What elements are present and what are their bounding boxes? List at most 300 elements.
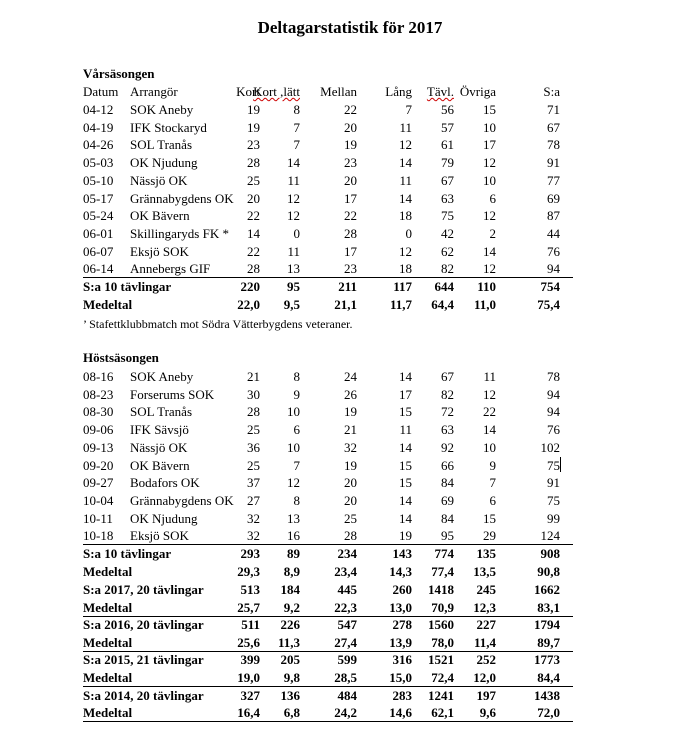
summary-label: Medeltal bbox=[83, 297, 133, 312]
cell-arrangor: Grännabygdens OK bbox=[130, 190, 234, 206]
cell-summa: 75 bbox=[547, 457, 560, 473]
autumn-sum-row bbox=[83, 545, 573, 562]
year-avg-row bbox=[83, 669, 573, 687]
cell-lang: 11 bbox=[399, 422, 412, 438]
summary-kort: 25,6 bbox=[237, 634, 260, 650]
cell-lang: 15 bbox=[399, 457, 412, 473]
summary-label: S:a 2017, 20 tävlingar bbox=[83, 582, 204, 597]
table-row bbox=[83, 154, 573, 171]
cell-ovriga: 29 bbox=[483, 528, 496, 544]
cell-tavl: 84 bbox=[441, 510, 454, 526]
summary-lang: 13,9 bbox=[389, 634, 412, 650]
cell-lang: 14 bbox=[399, 369, 412, 384]
spring-column-headers bbox=[83, 83, 573, 100]
cell-arrangor: SOK Aneby bbox=[130, 369, 194, 384]
table-row bbox=[83, 439, 573, 456]
cell-lang: 0 bbox=[405, 225, 412, 241]
summary-kort-latt: 226 bbox=[280, 617, 300, 633]
cell-mellan: 17 bbox=[344, 190, 357, 206]
cell-kort-latt: 0 bbox=[293, 225, 300, 241]
cell-tavl: 42 bbox=[441, 225, 454, 241]
cell-ovriga: 2 bbox=[489, 225, 496, 241]
cell-ovriga: 12 bbox=[483, 208, 496, 224]
table-row bbox=[83, 207, 573, 224]
cell-lang: 14 bbox=[399, 190, 412, 206]
cell-tavl: 63 bbox=[441, 190, 454, 206]
cell-ovriga: 17 bbox=[483, 137, 496, 153]
cell-mellan: 19 bbox=[344, 404, 357, 420]
summary-mellan: 21,1 bbox=[334, 297, 357, 312]
summary-label: S:a 10 tävlingar bbox=[83, 279, 172, 294]
summary-tavl: 1418 bbox=[428, 582, 454, 597]
summary-kort: 19,0 bbox=[237, 670, 260, 685]
summary-tavl: 70,9 bbox=[431, 599, 454, 615]
cell-arrangor: OK Bävern bbox=[130, 208, 190, 224]
cell-kort-latt: 6 bbox=[293, 422, 300, 438]
cell-lang: 14 bbox=[399, 510, 412, 526]
cell-tavl: 57 bbox=[441, 119, 454, 135]
summary-label: S:a 2015, 21 tävlingar bbox=[83, 652, 204, 668]
summary-summa: 908 bbox=[540, 546, 560, 561]
cell-kort-latt: 12 bbox=[287, 190, 300, 206]
cell-tavl: 84 bbox=[441, 475, 454, 491]
cell-lang: 7 bbox=[405, 102, 412, 117]
cell-summa: 78 bbox=[547, 369, 560, 384]
header-lang: Lång bbox=[385, 84, 412, 99]
cell-summa: 71 bbox=[547, 102, 560, 117]
cell-kort: 21 bbox=[247, 369, 260, 384]
summary-ovriga: 135 bbox=[476, 546, 496, 561]
cell-kort-latt: 12 bbox=[287, 475, 300, 491]
summary-tavl: 72,4 bbox=[431, 670, 454, 685]
summary-mellan: 445 bbox=[337, 582, 357, 597]
cell-datum: 05-10 bbox=[83, 172, 114, 188]
summary-summa: 83,1 bbox=[537, 599, 560, 615]
summary-mellan: 211 bbox=[338, 279, 357, 294]
autumn-avg-row bbox=[83, 563, 573, 580]
cell-tavl: 72 bbox=[441, 404, 454, 420]
cell-kort-latt: 13 bbox=[287, 261, 300, 277]
cell-datum: 05-03 bbox=[83, 155, 114, 171]
cell-arrangor: IFK Sävsjö bbox=[130, 422, 189, 438]
table-row bbox=[83, 474, 573, 491]
table-row bbox=[83, 172, 573, 189]
cell-kort: 28 bbox=[247, 404, 260, 420]
year-sum-row bbox=[83, 687, 573, 704]
summary-lang: 14,6 bbox=[389, 705, 412, 721]
cell-kort-latt: 16 bbox=[287, 528, 300, 544]
summary-mellan: 484 bbox=[337, 687, 357, 703]
summary-mellan: 599 bbox=[337, 652, 357, 668]
header-summa: S:a bbox=[543, 84, 560, 99]
cell-summa: 102 bbox=[540, 439, 560, 455]
cell-datum: 04-12 bbox=[83, 102, 114, 117]
cell-datum: 10-04 bbox=[83, 492, 114, 508]
cell-tavl: 92 bbox=[441, 439, 454, 455]
cell-tavl: 62 bbox=[441, 243, 454, 259]
summary-ovriga: 197 bbox=[476, 687, 496, 703]
table-row bbox=[83, 403, 573, 420]
cell-summa: 94 bbox=[547, 404, 560, 420]
summary-tavl: 644 bbox=[434, 279, 454, 294]
summary-ovriga: 227 bbox=[476, 617, 496, 633]
cell-ovriga: 15 bbox=[483, 102, 496, 117]
cell-ovriga: 14 bbox=[483, 243, 496, 259]
cell-datum: 09-20 bbox=[83, 457, 114, 473]
cell-datum: 05-24 bbox=[83, 208, 114, 224]
cell-mellan: 20 bbox=[344, 172, 357, 188]
summary-lang: 316 bbox=[392, 652, 412, 668]
cell-tavl: 95 bbox=[441, 528, 454, 544]
summary-summa: 1773 bbox=[534, 652, 560, 668]
header-arrangor: Arrangör bbox=[130, 84, 178, 99]
summary-label: Medeltal bbox=[83, 670, 133, 685]
cell-kort-latt: 12 bbox=[287, 208, 300, 224]
cell-kort: 19 bbox=[247, 102, 260, 117]
summary-tavl: 1241 bbox=[428, 687, 454, 703]
cell-ovriga: 7 bbox=[489, 475, 496, 491]
cell-mellan: 32 bbox=[344, 439, 357, 455]
cell-arrangor: Grännabygdens OK bbox=[130, 492, 234, 508]
cell-kort: 27 bbox=[247, 492, 260, 508]
year-avg-row bbox=[83, 634, 573, 652]
cell-arrangor: Forserums SOK bbox=[130, 386, 215, 402]
summary-lang: 13,0 bbox=[389, 599, 412, 615]
summary-ovriga: 245 bbox=[476, 582, 496, 597]
summary-kort: 25,7 bbox=[237, 599, 260, 615]
year-sum-row bbox=[83, 616, 573, 633]
cell-ovriga: 6 bbox=[489, 492, 496, 508]
cell-lang: 11 bbox=[399, 172, 412, 188]
cell-arrangor: Eksjö SOK bbox=[130, 243, 189, 259]
summary-label: S:a 2014, 20 tävlingar bbox=[83, 687, 204, 703]
cell-kort-latt: 13 bbox=[287, 510, 300, 526]
summary-ovriga: 12,3 bbox=[473, 599, 496, 615]
spring-sum-row bbox=[83, 278, 573, 295]
table-row bbox=[83, 421, 573, 438]
cell-tavl: 63 bbox=[441, 422, 454, 438]
table-row bbox=[83, 368, 573, 385]
cell-summa: 67 bbox=[547, 119, 560, 135]
summary-lang: 283 bbox=[392, 687, 412, 703]
summary-summa: 754 bbox=[540, 279, 560, 294]
cell-ovriga: 10 bbox=[483, 439, 496, 455]
cell-datum: 09-13 bbox=[83, 439, 114, 455]
summary-mellan: 547 bbox=[337, 617, 357, 633]
cell-ovriga: 9 bbox=[489, 457, 496, 473]
summary-lang: 117 bbox=[393, 279, 412, 294]
summary-ovriga: 110 bbox=[477, 279, 496, 294]
cell-kort: 22 bbox=[247, 208, 260, 224]
summary-tavl: 774 bbox=[434, 546, 454, 561]
cell-mellan: 22 bbox=[344, 208, 357, 224]
cell-mellan: 19 bbox=[344, 137, 357, 153]
cell-datum: 10-11 bbox=[83, 510, 113, 526]
summary-kort: 220 bbox=[240, 279, 260, 294]
summary-kort: 16,4 bbox=[237, 705, 260, 721]
summary-lang: 11,7 bbox=[389, 297, 412, 312]
cell-kort-latt: 7 bbox=[293, 119, 300, 135]
cell-lang: 15 bbox=[399, 475, 412, 491]
header-kort: Kort bbox=[236, 84, 260, 99]
cell-mellan: 20 bbox=[344, 492, 357, 508]
cell-arrangor: Annebergs GIF bbox=[130, 261, 211, 277]
cell-ovriga: 10 bbox=[483, 172, 496, 188]
cell-arrangor: OK Njudung bbox=[130, 155, 198, 171]
cell-summa: 94 bbox=[547, 261, 560, 277]
summary-kort-latt: 184 bbox=[280, 582, 300, 597]
cell-tavl: 67 bbox=[441, 172, 454, 188]
summary-mellan: 28,5 bbox=[334, 670, 357, 685]
footnote: ’ Stafettklubbmatch mot Södra Vätterbygdens veteraner. bbox=[83, 317, 353, 331]
cell-summa: 77 bbox=[547, 172, 560, 188]
summary-kort-latt: 205 bbox=[280, 652, 300, 668]
summary-kort-latt: 6,8 bbox=[283, 705, 300, 721]
cell-arrangor: IFK Stockaryd bbox=[130, 119, 207, 135]
cell-kort-latt: 7 bbox=[293, 137, 300, 153]
cell-datum: 08-16 bbox=[83, 369, 114, 384]
summary-lang: 278 bbox=[392, 617, 412, 633]
table-row bbox=[83, 243, 573, 260]
summary-ovriga: 11,0 bbox=[473, 297, 496, 312]
header-kort-latt: Kort ,lätt bbox=[253, 84, 300, 99]
cell-tavl: 69 bbox=[441, 492, 454, 508]
cell-arrangor: Eksjö SOK bbox=[130, 528, 189, 544]
cell-kort-latt: 14 bbox=[287, 155, 300, 171]
cell-datum: 05-17 bbox=[83, 190, 114, 206]
cell-arrangor: SOL Tranås bbox=[130, 404, 193, 420]
table-row bbox=[83, 527, 573, 545]
cell-kort-latt: 8 bbox=[293, 369, 300, 384]
cell-lang: 14 bbox=[399, 492, 412, 508]
year-avg-row bbox=[83, 704, 573, 722]
cell-mellan: 20 bbox=[344, 119, 357, 135]
cell-tavl: 67 bbox=[441, 369, 454, 384]
summary-kort-latt: 95 bbox=[287, 279, 300, 294]
summary-kort-latt: 9,2 bbox=[283, 599, 300, 615]
cell-tavl: 82 bbox=[441, 386, 454, 402]
summary-ovriga: 12,0 bbox=[473, 670, 496, 685]
cell-datum: 06-14 bbox=[83, 261, 114, 277]
cell-ovriga: 14 bbox=[483, 422, 496, 438]
summary-kort: 513 bbox=[240, 582, 260, 597]
cell-ovriga: 10 bbox=[483, 119, 496, 135]
cell-lang: 14 bbox=[399, 439, 412, 455]
cell-summa: 76 bbox=[547, 422, 560, 438]
table-row bbox=[83, 136, 573, 153]
table-row bbox=[83, 101, 573, 118]
cell-mellan: 17 bbox=[344, 243, 357, 259]
summary-kort-latt: 8,9 bbox=[283, 564, 300, 579]
cell-mellan: 22 bbox=[344, 102, 357, 117]
summary-tavl: 64,4 bbox=[431, 297, 454, 312]
summary-kort: 327 bbox=[240, 687, 260, 703]
summary-mellan: 24,2 bbox=[334, 705, 357, 721]
summary-summa: 84,4 bbox=[537, 670, 560, 685]
cell-lang: 17 bbox=[399, 386, 412, 402]
header-mellan: Mellan bbox=[320, 84, 357, 99]
summary-lang: 260 bbox=[392, 582, 412, 597]
cell-arrangor: OK Bävern bbox=[130, 457, 190, 473]
summary-summa: 1794 bbox=[534, 617, 560, 633]
cell-mellan: 20 bbox=[344, 475, 357, 491]
year-sum-row bbox=[83, 651, 573, 668]
table-row bbox=[83, 492, 573, 509]
cell-lang: 12 bbox=[399, 137, 412, 153]
cell-kort: 30 bbox=[247, 386, 260, 402]
cell-kort: 20 bbox=[247, 190, 260, 206]
cell-summa: 99 bbox=[547, 510, 560, 526]
spring-heading: Vårsäsongen bbox=[83, 66, 155, 81]
cell-ovriga: 22 bbox=[483, 404, 496, 420]
summary-tavl: 1521 bbox=[428, 652, 454, 668]
summary-mellan: 22,3 bbox=[334, 599, 357, 615]
cell-mellan: 26 bbox=[344, 386, 357, 402]
year-sum-row bbox=[83, 581, 573, 598]
summary-label: S:a 2016, 20 tävlingar bbox=[83, 617, 204, 633]
cell-summa: 124 bbox=[540, 528, 560, 544]
table-row bbox=[83, 225, 573, 242]
cell-summa: 44 bbox=[547, 225, 560, 241]
autumn-heading: Höstsäsongen bbox=[83, 350, 159, 365]
cell-arrangor: SOK Aneby bbox=[130, 102, 194, 117]
cell-tavl: 82 bbox=[441, 261, 454, 277]
cell-tavl: 56 bbox=[441, 102, 454, 117]
cell-arrangor: Skillingaryds FK * bbox=[130, 225, 229, 241]
text-cursor bbox=[560, 457, 561, 472]
cell-kort: 23 bbox=[247, 137, 260, 153]
cell-datum: 10-18 bbox=[83, 528, 114, 544]
cell-lang: 11 bbox=[399, 119, 412, 135]
cell-mellan: 28 bbox=[344, 528, 357, 544]
cell-kort: 25 bbox=[247, 457, 260, 473]
cell-kort: 14 bbox=[247, 225, 260, 241]
cell-kort: 22 bbox=[247, 243, 260, 259]
summary-lang: 143 bbox=[392, 546, 412, 561]
summary-label: Medeltal bbox=[83, 634, 133, 650]
summary-mellan: 234 bbox=[337, 546, 357, 561]
summary-kort-latt: 89 bbox=[287, 546, 300, 561]
summary-kort: 29,3 bbox=[237, 564, 260, 579]
summary-lang: 14,3 bbox=[389, 564, 412, 579]
summary-ovriga: 9,6 bbox=[479, 705, 496, 721]
cell-kort: 25 bbox=[247, 422, 260, 438]
cell-kort-latt: 10 bbox=[287, 439, 300, 455]
cell-tavl: 79 bbox=[441, 155, 454, 171]
cell-datum: 06-01 bbox=[83, 225, 114, 241]
cell-mellan: 23 bbox=[344, 155, 357, 171]
cell-mellan: 28 bbox=[344, 225, 357, 241]
cell-mellan: 24 bbox=[344, 369, 357, 384]
cell-kort-latt: 8 bbox=[293, 492, 300, 508]
cell-kort-latt: 7 bbox=[293, 457, 300, 473]
summary-tavl: 78,0 bbox=[431, 634, 454, 650]
summary-summa: 90,8 bbox=[537, 564, 560, 579]
cell-lang: 18 bbox=[399, 208, 412, 224]
cell-datum: 09-06 bbox=[83, 422, 114, 438]
summary-tavl: 1560 bbox=[428, 617, 454, 633]
cell-arrangor: SOL Tranås bbox=[130, 137, 193, 153]
cell-arrangor: Bodafors OK bbox=[130, 475, 200, 491]
table-row bbox=[83, 457, 573, 474]
cell-kort: 19 bbox=[247, 119, 260, 135]
summary-kort: 22,0 bbox=[237, 297, 260, 312]
cell-kort: 32 bbox=[247, 528, 260, 544]
summary-tavl: 62,1 bbox=[431, 705, 454, 721]
cell-tavl: 66 bbox=[441, 457, 454, 473]
table-row bbox=[83, 386, 573, 403]
table-row bbox=[83, 260, 573, 278]
cell-kort: 37 bbox=[247, 475, 260, 491]
cell-kort-latt: 10 bbox=[287, 404, 300, 420]
table-row bbox=[83, 190, 573, 207]
cell-tavl: 75 bbox=[441, 208, 454, 224]
cell-kort: 36 bbox=[247, 439, 260, 455]
summary-mellan: 23,4 bbox=[334, 564, 357, 579]
cell-summa: 78 bbox=[547, 137, 560, 153]
summary-kort: 293 bbox=[240, 546, 260, 561]
summary-kort: 399 bbox=[240, 652, 260, 668]
cell-ovriga: 11 bbox=[483, 369, 496, 384]
cell-kort-latt: 11 bbox=[287, 172, 300, 188]
cell-summa: 75 bbox=[547, 492, 560, 508]
cell-kort-latt: 8 bbox=[293, 102, 300, 117]
cell-arrangor: Nässjö OK bbox=[130, 172, 188, 188]
cell-summa: 87 bbox=[547, 208, 560, 224]
summary-label: S:a 10 tävlingar bbox=[83, 546, 172, 561]
cell-lang: 15 bbox=[399, 404, 412, 420]
summary-label: Medeltal bbox=[83, 599, 133, 615]
cell-lang: 19 bbox=[399, 528, 412, 544]
header-ovriga: Övriga bbox=[459, 84, 496, 99]
cell-mellan: 19 bbox=[344, 457, 357, 473]
table-row bbox=[83, 119, 573, 136]
cell-datum: 08-23 bbox=[83, 386, 114, 402]
year-avg-row bbox=[83, 599, 573, 617]
cell-kort: 25 bbox=[247, 172, 260, 188]
spring-avg-row bbox=[83, 296, 573, 313]
cell-lang: 18 bbox=[399, 261, 412, 277]
summary-tavl: 77,4 bbox=[431, 564, 454, 579]
summary-kort-latt: 11,3 bbox=[277, 634, 300, 650]
summary-summa: 89,7 bbox=[537, 634, 560, 650]
cell-ovriga: 12 bbox=[483, 386, 496, 402]
cell-mellan: 23 bbox=[344, 261, 357, 277]
summary-ovriga: 13,5 bbox=[473, 564, 496, 579]
summary-mellan: 27,4 bbox=[334, 634, 357, 650]
cell-mellan: 25 bbox=[344, 510, 357, 526]
table-row bbox=[83, 510, 573, 527]
cell-kort-latt: 9 bbox=[293, 386, 300, 402]
summary-summa: 1438 bbox=[534, 687, 560, 703]
cell-kort-latt: 11 bbox=[287, 243, 300, 259]
cell-tavl: 61 bbox=[441, 137, 454, 153]
document-title: Deltagarstatistik för 2017 bbox=[257, 18, 443, 37]
cell-datum: 04-26 bbox=[83, 137, 114, 153]
cell-summa: 76 bbox=[547, 243, 560, 259]
summary-label: Medeltal bbox=[83, 705, 133, 721]
cell-arrangor: Nässjö OK bbox=[130, 439, 188, 455]
cell-summa: 91 bbox=[547, 155, 560, 171]
cell-mellan: 21 bbox=[344, 422, 357, 438]
summary-kort-latt: 9,8 bbox=[283, 670, 300, 685]
summary-ovriga: 11,4 bbox=[473, 634, 496, 650]
cell-summa: 94 bbox=[547, 386, 560, 402]
summary-summa: 75,4 bbox=[537, 297, 560, 312]
cell-datum: 04-19 bbox=[83, 119, 114, 135]
summary-summa: 72,0 bbox=[537, 705, 560, 721]
cell-ovriga: 15 bbox=[483, 510, 496, 526]
